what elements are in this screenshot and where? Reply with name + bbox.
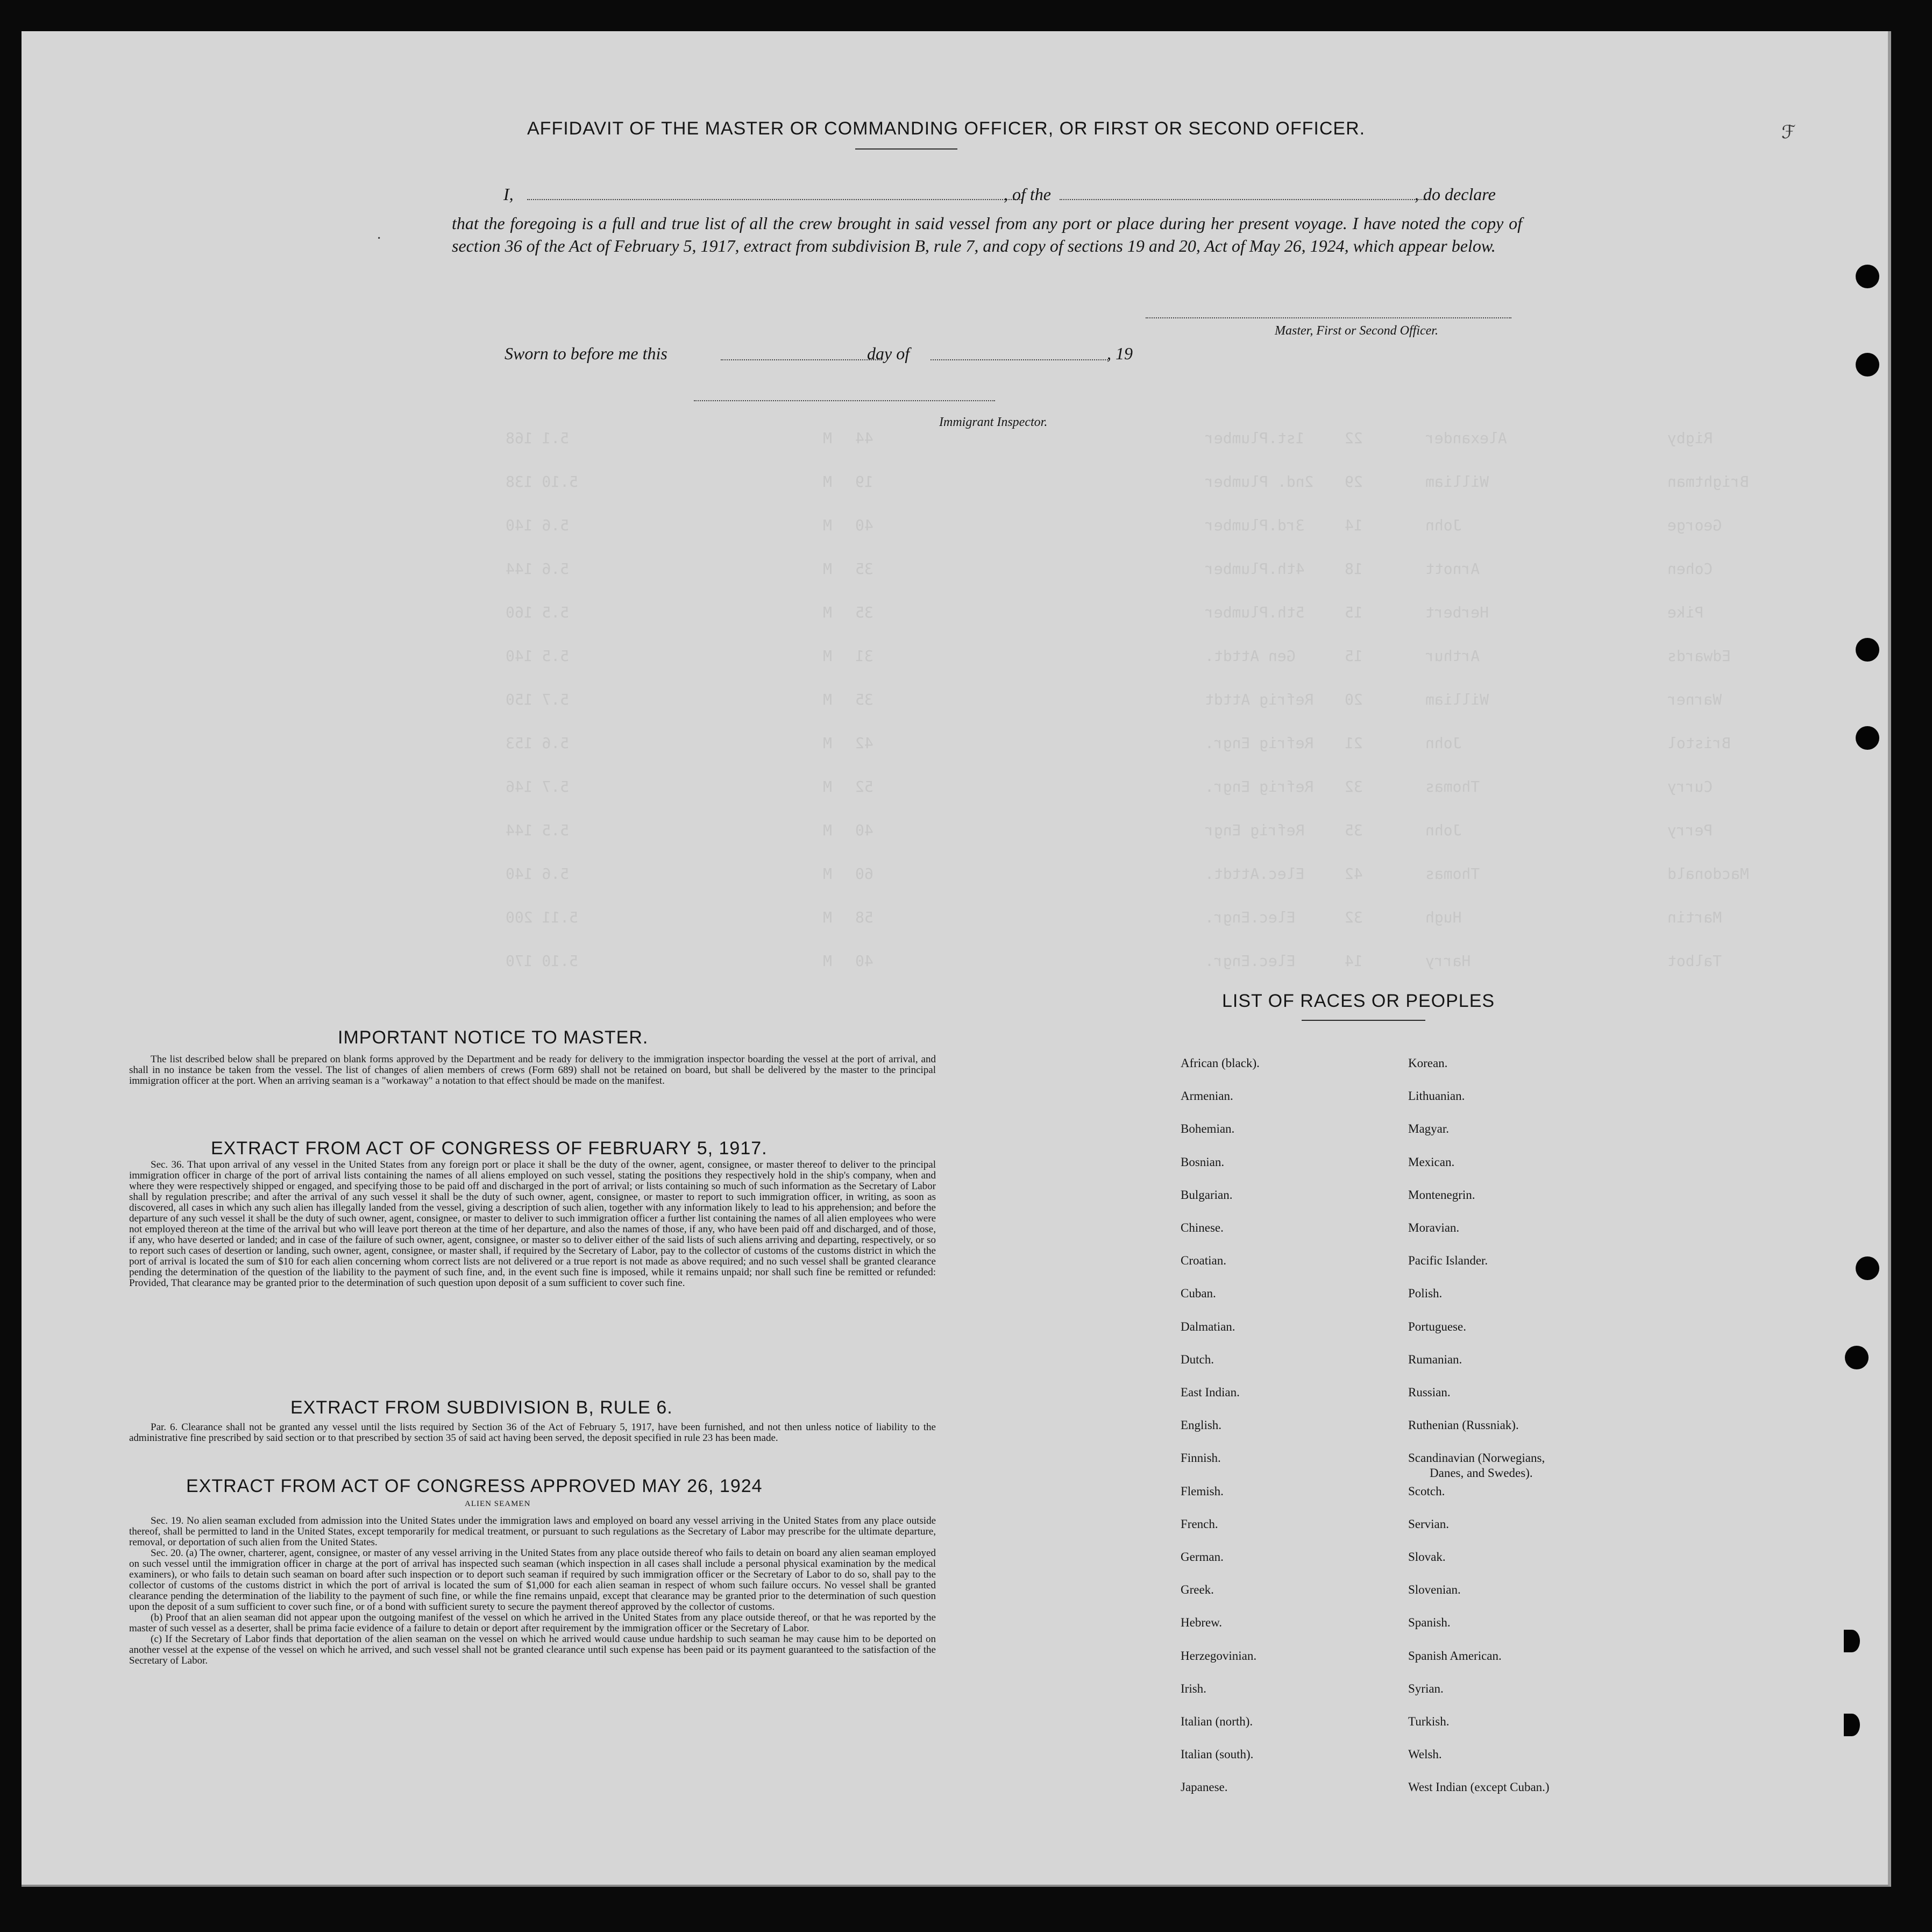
binder-hole	[1844, 1630, 1860, 1652]
bleed-through-text: Harry	[1425, 952, 1471, 970]
race-item: Moravian.	[1408, 1221, 1460, 1234]
bleed-through-text: 44	[855, 429, 873, 447]
race-item: Greek.	[1181, 1583, 1214, 1597]
bleed-through-text: 52	[855, 778, 873, 795]
binder-hole	[1844, 1714, 1860, 1736]
race-item: French.	[1181, 1517, 1218, 1531]
bleed-through-text: M	[823, 473, 832, 491]
race-item: Rumanian.	[1408, 1352, 1462, 1366]
race-item: Bulgarian.	[1181, 1188, 1233, 1202]
bleed-through-text: 31	[855, 647, 873, 665]
day-of-label: day of	[867, 344, 910, 363]
corner-mark: ℱ	[1781, 123, 1796, 143]
bleed-through-text: 32	[1345, 908, 1363, 926]
bleed-through-text: 15	[1345, 603, 1363, 621]
race-item: Lithuanian.	[1408, 1089, 1465, 1103]
bleed-through-text: Brightman	[1667, 473, 1749, 491]
affidavit-title: AFFIDAVIT OF THE MASTER OR COMMANDING OFFICER, OR FIRST OR SECOND OFFICER.	[527, 118, 1366, 139]
race-item: Dutch.	[1181, 1352, 1214, 1366]
bleed-through-text: Thomas	[1425, 865, 1480, 883]
extract-1917-title: EXTRACT FROM ACT OF CONGRESS OF FEBRUARY 5, 1917.	[211, 1138, 768, 1159]
bleed-through-text: 5.1 168	[506, 429, 570, 447]
race-item: Ruthenian (Russniak).	[1408, 1418, 1519, 1432]
bleed-through-text: M	[823, 516, 832, 534]
race-item: Mexican.	[1408, 1155, 1455, 1169]
bleed-through-text: Macdonald	[1667, 865, 1749, 883]
bleed-through-text: Alexander	[1425, 429, 1507, 447]
bleed-through-text: 1st.Plumber	[1205, 429, 1305, 447]
bleed-through-text: 20	[1345, 691, 1363, 708]
race-item: Pacific Islander.	[1408, 1254, 1488, 1268]
race-item: Cuban.	[1181, 1287, 1216, 1301]
bleed-through-text: Perry	[1667, 821, 1713, 839]
race-item: West Indian (except Cuban.)	[1408, 1780, 1550, 1794]
race-item: German.	[1181, 1550, 1224, 1564]
bleed-through-text: John	[1425, 821, 1462, 839]
binder-hole	[1845, 1346, 1869, 1369]
bleed-through-text: John	[1425, 734, 1462, 752]
bleed-through-text: Arthur	[1425, 647, 1480, 665]
bleed-through-text: 5.5 160	[506, 603, 570, 621]
bleed-through-text: Refrig Engr.	[1205, 778, 1314, 795]
bleed-through-text: Refrig Engr	[1205, 821, 1305, 839]
bleed-through-text: M	[823, 821, 832, 839]
bleed-through-text: Rigby	[1667, 429, 1713, 447]
race-item: Italian (south).	[1181, 1748, 1254, 1761]
sworn-label: Sworn to before me this	[505, 344, 667, 363]
race-item: Welsh.	[1408, 1748, 1442, 1761]
race-item: Herzegovinian.	[1181, 1649, 1257, 1663]
bleed-through-text: M	[823, 952, 832, 970]
bleed-through-text: Martin	[1667, 908, 1722, 926]
extract-1924-text	[129, 1516, 936, 1666]
race-item: Italian (north).	[1181, 1715, 1253, 1728]
bleed-through-text: 35	[1345, 821, 1363, 839]
race-item: English.	[1181, 1418, 1222, 1432]
bleed-through-text: M	[823, 560, 832, 578]
bleed-through-text: M	[823, 865, 832, 883]
race-item: Finnish.	[1181, 1451, 1221, 1465]
declarant-prefix: I,	[503, 184, 514, 204]
bleed-through-text: 35	[855, 560, 873, 578]
inspector-caption: Immigrant Inspector.	[939, 415, 1048, 429]
bleed-through-text: M	[823, 603, 832, 621]
bleed-through-text: 40	[855, 821, 873, 839]
bleed-through-text: Herbert	[1425, 603, 1489, 621]
affidavit-statement: that the foregoing is a full and true list of all the crew brought in said vessel from any port or place during her present voyage. I have noted the copy of section 36 of the Act of February 5, 1917, extract from subdivision B, rule 7, and copy of sections 19 and 20, Act of May 26, 1924, which appear below.	[452, 214, 1522, 255]
bleed-through-text: Warner	[1667, 691, 1722, 708]
document-sheet	[22, 31, 1891, 1887]
race-item: Dalmatian.	[1181, 1319, 1235, 1333]
extract-rule6-text: Par. 6. Clearance shall not be granted any vessel until the lists required by Section 36 of the Act of February 5, 1917, have been furnished, and not then unless notice of liability to the administrative fine prescribed by said section or to that prescribed by section 35 of said act having been served, the deposit specified in rule 23 has been made.	[129, 1422, 936, 1444]
alien-seamen-subtitle: ALIEN SEAMEN	[465, 1500, 531, 1508]
bleed-through-text: 5.5 140	[506, 647, 570, 665]
bleed-through-text: Talbot	[1667, 952, 1722, 970]
bleed-through-text: 40	[855, 952, 873, 970]
bleed-through-text: 4th.Plumber	[1205, 560, 1305, 578]
bleed-through-text: Gen Attdt.	[1205, 647, 1296, 665]
bleed-through-text: M	[823, 778, 832, 795]
bleed-through-text: 3rd.Plumber	[1205, 516, 1305, 534]
of-the-label: , of the	[1004, 184, 1051, 204]
race-item: Portuguese.	[1408, 1319, 1466, 1333]
bleed-through-text: 5.6 153	[506, 734, 570, 752]
race-item: Spanish.	[1408, 1616, 1451, 1630]
sworn-month-line	[931, 359, 1108, 360]
vessel-name-line	[1060, 199, 1425, 200]
bleed-through-text: John	[1425, 516, 1462, 534]
bleed-through-text: Arnott	[1425, 560, 1480, 578]
bleed-through-text: 58	[855, 908, 873, 926]
race-item: Korean.	[1408, 1056, 1448, 1070]
races-title-rule	[1302, 1020, 1425, 1021]
bleed-through-text: Thomas	[1425, 778, 1480, 795]
race-item: Magyar.	[1408, 1122, 1450, 1136]
race-item: African (black).	[1181, 1056, 1260, 1070]
bleed-through-text: Cohen	[1667, 560, 1713, 578]
race-item: Chinese.	[1181, 1221, 1224, 1234]
extract-rule6-title: EXTRACT FROM SUBDIVISION B, RULE 6.	[290, 1397, 673, 1418]
bleed-through-text: 5.6 140	[506, 516, 570, 534]
race-item: Polish.	[1408, 1287, 1443, 1301]
binder-hole	[1856, 1256, 1879, 1280]
race-item: Servian.	[1408, 1517, 1450, 1531]
bleed-through-text: 14	[1345, 952, 1363, 970]
bleed-through-text: 35	[855, 603, 873, 621]
race-item: Bosnian.	[1181, 1155, 1225, 1169]
races-title: LIST OF RACES OR PEOPLES	[1222, 991, 1495, 1011]
sec20b-text: (b) Proof that an alien seaman did not appear upon the outgoing manifest of the vessel on which he arrived in the United States from any place outside thereof, or that he was reported by the master of such vessel as a deserter, shall be prima facie evidence of a failure to detain or deport after requirement by the immigration officer or the Secretary of Labor.	[129, 1612, 936, 1634]
bleed-through-text: 5th.Plumber	[1205, 603, 1305, 621]
race-item: Flemish.	[1181, 1484, 1224, 1498]
sec20a-text: Sec. 20. (a) The owner, charterer, agent, consignee, or master of any vessel arriving in the United States from any place outside thereof who fails to detain on board any alien seaman employed on such vessel until the immigration officer in charge at the port of arrival has inspected such seaman (which inspection in all cases shall include a personal physical examination by the medical examiners), or who fails to detain such seaman on board after such inspection or to deport such seaman if required by such immigration officer or the Secretary of Labor to do so, shall pay to the collector of customs of the customs district in which the port of arrival is located the sum of $1,000 for each alien seaman in respect of whom such failure occurs. No vessel shall be granted clearance pending the determination of the liability to the payment of such fine, or while the fine remains unpaid, except that clearance may be granted prior to the determination of such question upon the deposit of a sum sufficient to cover such fine, or of a bond with sufficient surety to secure the payment thereof approved by the collector of customs.	[129, 1547, 936, 1613]
race-item: East Indian.	[1181, 1386, 1240, 1399]
bleed-through-text: 15	[1345, 647, 1363, 665]
bleed-through-text: M	[823, 691, 832, 708]
race-item: Japanese.	[1181, 1780, 1228, 1794]
notice-text: The list described below shall be prepared on blank forms approved by the Department and be ready for delivery to the immigration inspector boarding the vessel at the port of arrival, and shall in no instance be taken from the vessel. The list of changes of alien members of crews (Form 689) shall not be retained on board, but shall be delivered by the master to the principal immigration officer at the port. When an arriving seaman is a "workaway" a notation to that effect should be made on the manifest.	[129, 1054, 936, 1086]
bleed-through-text: M	[823, 647, 832, 665]
race-item: Slovenian.	[1408, 1583, 1461, 1597]
race-item: Hebrew.	[1181, 1616, 1223, 1630]
bleed-through-text: Elec.Engr.	[1205, 908, 1296, 926]
bleed-through-text: 5.11 200	[506, 908, 578, 926]
bleed-through-text: 29	[1345, 473, 1363, 491]
bleed-through-text: 2nd. Plumber	[1205, 473, 1314, 491]
bleed-through-text: 5.7 150	[506, 691, 570, 708]
binder-hole	[1856, 638, 1879, 662]
race-item: Slovak.	[1408, 1550, 1446, 1564]
bleed-through-text: 5.10 138	[506, 473, 578, 491]
bleed-through-text: 22	[1345, 429, 1363, 447]
bleed-through-text: George	[1667, 516, 1722, 534]
bleed-through-text: 14	[1345, 516, 1363, 534]
extract-1924-title: EXTRACT FROM ACT OF CONGRESS APPROVED MAY 26, 1924	[186, 1476, 763, 1496]
bleed-through-text: 5.10 170	[506, 952, 578, 970]
declare-label: , do declare	[1415, 184, 1496, 204]
inspector-signature-line	[694, 400, 995, 401]
bleed-through-text: 18	[1345, 560, 1363, 578]
race-item: Spanish American.	[1408, 1649, 1502, 1663]
race-item: Danes, and Swedes).	[1430, 1466, 1533, 1480]
extract-1917-text: Sec. 36. That upon arrival of any vessel in the United States from any foreign port or place it shall be the duty of the owner, agent, consignee, or master thereof to deliver to the principal immigration officer in charge of the port of arrival lists containing the names of all aliens employed on such vessel, stating the positions they respectively hold in the ship's company, when and where they were respectively shipped or engaged, and specifying those to be paid off and discharged in the port of arrival; or lists containing so much of such information as the Secretary of Labor shall by regulation prescribe; and after the arrival of any such vessel it shall be the duty of such owner, agent, consignee, or master to report to such immigration officer, in writing, as soon as discovered, all cases in which any such alien has illegally landed from the vessel, giving a description of such alien, together with any information likely to lead to his apprehension; and before the departure of any such vessel it shall be the duty of such owner, agent, consignee, or master to deliver to such immigration officer a further list containing the names of all alien employees who were not employed thereon at the time of the arrival but who will leave port thereon at the time of her departure, and also the names of those, if any, who have been paid off and discharged, and of those, if any, who have deserted or landed; and in case of the failure of such owner, agent, consignee, or master so to deliver either of the said lists of such aliens arriving and departing, respectively, or so to report such cases of desertion or landing, such owner, agent, consignee, or master shall, if required by the Secretary of Labor, pay to the collector of customs of the customs district in which the port of arrival is located the sum of $10 for each alien concerning whom correct lists are not delivered or a true report is not made as above required; and no such vessel shall be granted clearance pending the determination of the question of the liability to the payment of such fine, and, in the event such fine is imposed, while it remains unpaid; nor shall such fine be remitted or refunded: Provided, That clearance may be granted prior to the determination of such question upon deposit of a sum sufficient to cover such fine.	[129, 1159, 936, 1289]
race-item: Irish.	[1181, 1681, 1206, 1695]
bleed-through-text: Elec.Attdt.	[1205, 865, 1305, 883]
bleed-through-text: 32	[1345, 778, 1363, 795]
bleed-through-text: Pike	[1667, 603, 1704, 621]
bleed-through-text: 19	[855, 473, 873, 491]
race-item: Croatian.	[1181, 1254, 1226, 1268]
bleed-through-text: 21	[1345, 734, 1363, 752]
race-item: Russian.	[1408, 1386, 1451, 1399]
master-caption: Master, First or Second Officer.	[1275, 324, 1438, 338]
bleed-through-text: M	[823, 429, 832, 447]
sec19-text: Sec. 19. No alien seaman excluded from admission into the United States under the immigration laws and employed on board any vessel arriving in the United States from any place outside thereof, shall be permitted to land in the United States, except temporarily for medical treatment, or pursuant to such regulations as the Secretary of Labor may prescribe for the ultimate departure, removal, or deportation of such alien from the United States.	[129, 1515, 936, 1548]
bleed-through-text: M	[823, 908, 832, 926]
bleed-through-text: Hugh	[1425, 908, 1462, 926]
bleed-through-text: Elec.Engr.	[1205, 952, 1296, 970]
bleed-through-text: 5.6 144	[506, 560, 570, 578]
sworn-day-line	[721, 359, 882, 360]
race-item: Turkish.	[1408, 1715, 1450, 1728]
bleed-through-text: William	[1425, 691, 1489, 708]
binder-hole	[1856, 726, 1879, 750]
notice-title: IMPORTANT NOTICE TO MASTER.	[338, 1027, 649, 1048]
race-item: Armenian.	[1181, 1089, 1233, 1103]
master-signature-line	[1146, 317, 1511, 318]
bleed-through-text: William	[1425, 473, 1489, 491]
race-item: Scotch.	[1408, 1484, 1445, 1498]
bleed-through-text: Refrig Attdt	[1205, 691, 1314, 708]
bleed-through-text: 60	[855, 865, 873, 883]
binder-hole	[1856, 265, 1879, 288]
sec20c-text: (c) If the Secretary of Labor finds that deportation of the alien seaman on the vessel on which he arrived would cause undue hardship to such seaman he may cause him to be deported on another vessel at the expense of the vessel on which he arrived, and such vessel shall not be granted clearance until such expense has been paid or its payment guaranteed to the satisfaction of the Secretary of Labor.	[129, 1633, 936, 1666]
race-item: Syrian.	[1408, 1681, 1444, 1695]
bleed-through-text: Bristol	[1667, 734, 1731, 752]
race-item: Montenegrin.	[1408, 1188, 1475, 1202]
race-item: Scandinavian (Norwegians,	[1408, 1451, 1545, 1465]
year-label: , 19	[1107, 344, 1133, 363]
declarant-name-line	[527, 199, 1022, 200]
bleed-through-text: 40	[855, 516, 873, 534]
bleed-through-text: M	[823, 734, 832, 752]
stray-dot: ·	[377, 230, 382, 247]
bleed-through-text: 42	[1345, 865, 1363, 883]
race-item: Bohemian.	[1181, 1122, 1235, 1136]
bleed-through-text: 5.7 146	[506, 778, 570, 795]
bleed-through-text: 5.5 144	[506, 821, 570, 839]
binder-hole	[1856, 353, 1879, 377]
bleed-through-text: Edwards	[1667, 647, 1731, 665]
bleed-through-text: Refrig Engr.	[1205, 734, 1314, 752]
bleed-through-text: Curry	[1667, 778, 1713, 795]
title-rule	[855, 148, 957, 150]
bleed-through-text: 42	[855, 734, 873, 752]
bleed-through-text: 5.6 140	[506, 865, 570, 883]
bleed-through-text: 35	[855, 691, 873, 708]
